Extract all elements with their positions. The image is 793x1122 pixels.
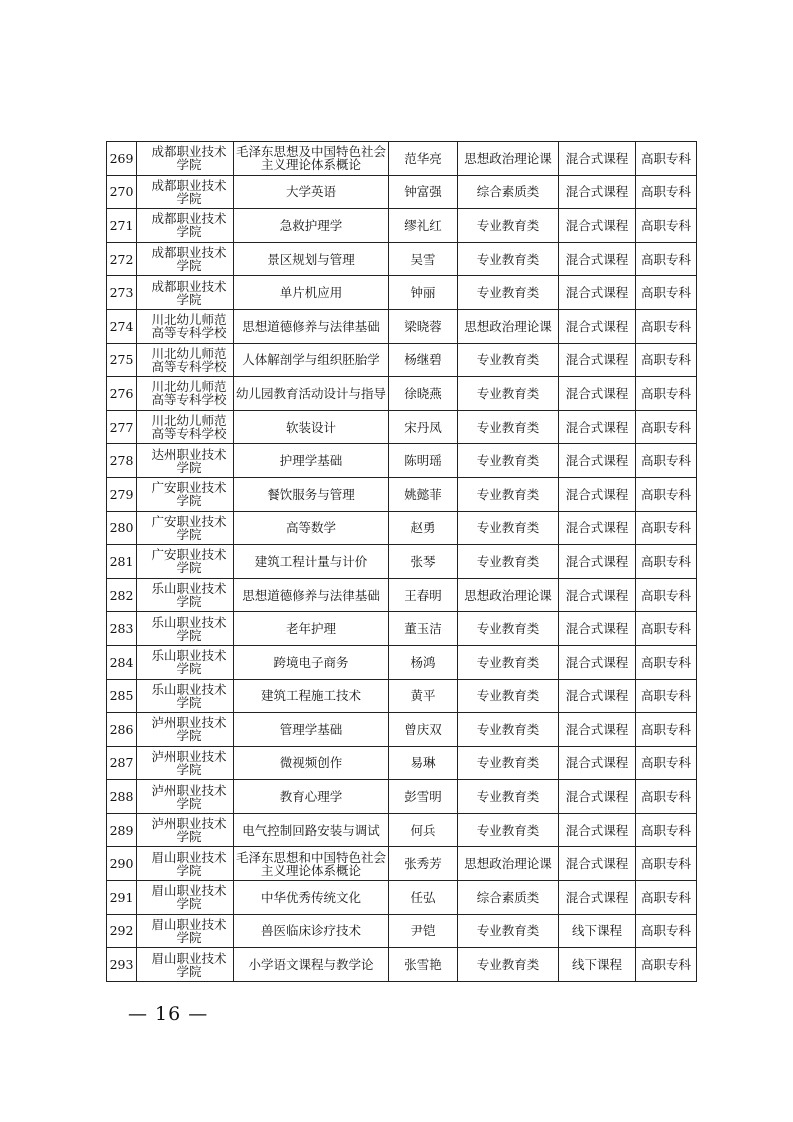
cell-course-type: 混合式课程 — [559, 746, 636, 780]
cell-course-name: 建筑工程计量与计价 — [234, 545, 389, 579]
cell-course-name: 单片机应用 — [234, 276, 389, 310]
cell-level: 高职专科 — [636, 948, 697, 982]
cell-category: 思想政治理论课 — [458, 578, 559, 612]
cell-course-type: 混合式课程 — [559, 444, 636, 478]
cell-school — [137, 242, 234, 276]
cell-course-type: 混合式课程 — [559, 847, 636, 881]
cell-level: 高职专科 — [636, 679, 697, 713]
cell-course-name: 中华优秀传统文化 — [234, 881, 389, 915]
school-text: 乐山职业技术学院 — [151, 581, 227, 610]
cell-course-name: 毛泽东思想及中国特色社会主义理论体系概论 — [234, 142, 389, 176]
cell-teacher: 尹铠 — [389, 914, 458, 948]
cell-category: 专业教育类 — [458, 780, 559, 814]
cell-level: 高职专科 — [636, 645, 697, 679]
cell-category: 专业教育类 — [458, 679, 559, 713]
cell-course-type: 混合式课程 — [559, 477, 636, 511]
school-text: 乐山职业技术学院 — [151, 648, 227, 677]
cell-course-type: 混合式课程 — [559, 209, 636, 243]
cell-course-name: 大学英语 — [234, 175, 389, 209]
school-text: 乐山职业技术学院 — [151, 614, 227, 643]
cell-category: 专业教育类 — [458, 645, 559, 679]
cell-number: 289 — [107, 813, 137, 847]
cell-teacher: 任弘 — [389, 881, 458, 915]
cell-category: 专业教育类 — [458, 813, 559, 847]
cell-course-type: 线下课程 — [559, 914, 636, 948]
table-row — [107, 511, 697, 545]
school-text: 成都职业技术学院 — [151, 245, 227, 274]
cell-course-type: 混合式课程 — [559, 242, 636, 276]
cell-level: 高职专科 — [636, 713, 697, 747]
cell-teacher: 缪礼红 — [389, 209, 458, 243]
cell-level: 高职专科 — [636, 175, 697, 209]
cell-number: 274 — [107, 309, 137, 343]
cell-category: 专业教育类 — [458, 276, 559, 310]
table-row — [107, 209, 697, 243]
cell-teacher: 何兵 — [389, 813, 458, 847]
cell-category: 专业教育类 — [458, 343, 559, 377]
cell-teacher: 姚懿菲 — [389, 477, 458, 511]
cell-school — [137, 545, 234, 579]
table-body — [107, 142, 697, 982]
cell-course-name: 高等数学 — [234, 511, 389, 545]
school-text: 乐山职业技术学院 — [151, 681, 227, 710]
cell-school — [137, 276, 234, 310]
cell-course-name: 兽医临床诊疗技术 — [234, 914, 389, 948]
school-text: 眉山职业技术学院 — [151, 883, 227, 912]
cell-number: 290 — [107, 847, 137, 881]
cell-category: 专业教育类 — [458, 612, 559, 646]
cell-school — [137, 948, 234, 982]
cell-course-type: 混合式课程 — [559, 377, 636, 411]
table-row — [107, 377, 697, 411]
school-text: 眉山职业技术学院 — [151, 950, 227, 979]
cell-teacher: 梁晓蓉 — [389, 309, 458, 343]
table-row — [107, 578, 697, 612]
cell-category: 专业教育类 — [458, 377, 559, 411]
cell-category: 专业教育类 — [458, 914, 559, 948]
table-row — [107, 713, 697, 747]
cell-category: 专业教育类 — [458, 545, 559, 579]
cell-course-name: 跨境电子商务 — [234, 645, 389, 679]
school-text: 眉山职业技术学院 — [151, 849, 227, 878]
cell-course-type: 线下课程 — [559, 948, 636, 982]
cell-teacher: 杨继碧 — [389, 343, 458, 377]
cell-school — [137, 209, 234, 243]
cell-course-name: 教育心理学 — [234, 780, 389, 814]
cell-number: 288 — [107, 780, 137, 814]
cell-school — [137, 175, 234, 209]
cell-course-name: 电气控制回路安装与调试 — [234, 813, 389, 847]
cell-school — [137, 142, 234, 176]
cell-category: 专业教育类 — [458, 209, 559, 243]
table-row — [107, 612, 697, 646]
cell-teacher: 彭雪明 — [389, 780, 458, 814]
table-row — [107, 679, 697, 713]
cell-course-name: 老年护理 — [234, 612, 389, 646]
cell-course-type: 混合式课程 — [559, 410, 636, 444]
cell-level: 高职专科 — [636, 276, 697, 310]
cell-course-type: 混合式课程 — [559, 175, 636, 209]
cell-course-type: 混合式课程 — [559, 578, 636, 612]
cell-school — [137, 847, 234, 881]
cell-category: 综合素质类 — [458, 175, 559, 209]
cell-number: 287 — [107, 746, 137, 780]
school-text: 达州职业技术学院 — [151, 446, 227, 475]
course-list-table — [106, 141, 697, 982]
cell-course-type: 混合式课程 — [559, 813, 636, 847]
cell-number: 284 — [107, 645, 137, 679]
cell-school — [137, 645, 234, 679]
cell-course-name: 软装设计 — [234, 410, 389, 444]
cell-category: 思想政治理论课 — [458, 847, 559, 881]
school-text: 成都职业技术学院 — [151, 177, 227, 206]
table-row — [107, 881, 697, 915]
cell-course-type: 混合式课程 — [559, 142, 636, 176]
cell-teacher: 张琴 — [389, 545, 458, 579]
cell-level: 高职专科 — [636, 612, 697, 646]
table-row — [107, 175, 697, 209]
cell-course-name: 毛泽东思想和中国特色社会主义理论体系概论 — [234, 847, 389, 881]
table-row — [107, 847, 697, 881]
table-row — [107, 477, 697, 511]
cell-teacher: 杨鸿 — [389, 645, 458, 679]
cell-number: 293 — [107, 948, 137, 982]
cell-category: 综合素质类 — [458, 881, 559, 915]
cell-course-type: 混合式课程 — [559, 713, 636, 747]
cell-course-type: 混合式课程 — [559, 780, 636, 814]
cell-course-name: 急救护理学 — [234, 209, 389, 243]
cell-category: 思想政治理论课 — [458, 142, 559, 176]
cell-school — [137, 444, 234, 478]
cell-level: 高职专科 — [636, 343, 697, 377]
table-row — [107, 780, 697, 814]
cell-number: 271 — [107, 209, 137, 243]
cell-course-type: 混合式课程 — [559, 881, 636, 915]
cell-category: 专业教育类 — [458, 713, 559, 747]
cell-teacher: 张秀芳 — [389, 847, 458, 881]
table-row — [107, 746, 697, 780]
cell-number: 279 — [107, 477, 137, 511]
cell-level: 高职专科 — [636, 847, 697, 881]
cell-school — [137, 410, 234, 444]
cell-course-type: 混合式课程 — [559, 679, 636, 713]
cell-level: 高职专科 — [636, 209, 697, 243]
cell-category: 专业教育类 — [458, 511, 559, 545]
school-text: 眉山职业技术学院 — [151, 916, 227, 945]
cell-course-type: 混合式课程 — [559, 545, 636, 579]
table-row — [107, 444, 697, 478]
table-row — [107, 914, 697, 948]
cell-school — [137, 477, 234, 511]
cell-school — [137, 377, 234, 411]
cell-level: 高职专科 — [636, 242, 697, 276]
table-row — [107, 645, 697, 679]
cell-category: 专业教育类 — [458, 948, 559, 982]
cell-school — [137, 679, 234, 713]
school-text: 川北幼儿师范高等专科学校 — [151, 379, 227, 408]
cell-teacher: 陈明瑶 — [389, 444, 458, 478]
cell-level: 高职专科 — [636, 881, 697, 915]
cell-number: 269 — [107, 142, 137, 176]
cell-school — [137, 746, 234, 780]
table-row — [107, 142, 697, 176]
cell-level: 高职专科 — [636, 578, 697, 612]
cell-number: 270 — [107, 175, 137, 209]
cell-number: 286 — [107, 713, 137, 747]
cell-school — [137, 511, 234, 545]
cell-level: 高职专科 — [636, 377, 697, 411]
cell-teacher: 吴雪 — [389, 242, 458, 276]
school-text: 广安职业技术学院 — [151, 513, 227, 542]
cell-category: 专业教育类 — [458, 746, 559, 780]
cell-number: 285 — [107, 679, 137, 713]
cell-teacher: 张雪艳 — [389, 948, 458, 982]
cell-teacher: 王春明 — [389, 578, 458, 612]
cell-teacher: 钟富强 — [389, 175, 458, 209]
cell-number: 282 — [107, 578, 137, 612]
cell-number: 275 — [107, 343, 137, 377]
cell-course-name: 餐饮服务与管理 — [234, 477, 389, 511]
cell-course-name: 景区规划与管理 — [234, 242, 389, 276]
cell-number: 272 — [107, 242, 137, 276]
cell-category: 专业教育类 — [458, 477, 559, 511]
school-text: 成都职业技术学院 — [151, 278, 227, 307]
page-number: — 16 — — [128, 1003, 209, 1025]
cell-school — [137, 309, 234, 343]
table-row — [107, 545, 697, 579]
table-row — [107, 276, 697, 310]
cell-school — [137, 881, 234, 915]
school-text: 泸州职业技术学院 — [151, 782, 227, 811]
cell-category: 专业教育类 — [458, 444, 559, 478]
cell-level: 高职专科 — [636, 780, 697, 814]
cell-course-name: 建筑工程施工技术 — [234, 679, 389, 713]
table-row — [107, 242, 697, 276]
cell-teacher: 范华亮 — [389, 142, 458, 176]
cell-teacher: 曾庆双 — [389, 713, 458, 747]
cell-level: 高职专科 — [636, 813, 697, 847]
cell-level: 高职专科 — [636, 545, 697, 579]
cell-level: 高职专科 — [636, 914, 697, 948]
cell-number: 283 — [107, 612, 137, 646]
cell-teacher: 钟丽 — [389, 276, 458, 310]
school-text: 广安职业技术学院 — [151, 547, 227, 576]
school-text: 川北幼儿师范高等专科学校 — [151, 413, 227, 442]
cell-category: 专业教育类 — [458, 242, 559, 276]
cell-level: 高职专科 — [636, 309, 697, 343]
cell-course-name: 微视频创作 — [234, 746, 389, 780]
school-text: 广安职业技术学院 — [151, 480, 227, 509]
cell-number: 292 — [107, 914, 137, 948]
school-text: 川北幼儿师范高等专科学校 — [151, 345, 227, 374]
cell-school — [137, 713, 234, 747]
cell-level: 高职专科 — [636, 444, 697, 478]
cell-course-name: 管理学基础 — [234, 713, 389, 747]
cell-school — [137, 813, 234, 847]
cell-teacher: 宋丹凤 — [389, 410, 458, 444]
cell-school — [137, 914, 234, 948]
cell-course-name: 小学语文课程与教学论 — [234, 948, 389, 982]
cell-number: 273 — [107, 276, 137, 310]
cell-teacher: 易琳 — [389, 746, 458, 780]
cell-number: 277 — [107, 410, 137, 444]
cell-school — [137, 612, 234, 646]
cell-level: 高职专科 — [636, 142, 697, 176]
school-text: 泸州职业技术学院 — [151, 748, 227, 777]
cell-number: 281 — [107, 545, 137, 579]
cell-number: 278 — [107, 444, 137, 478]
school-text: 川北幼儿师范高等专科学校 — [151, 312, 227, 341]
cell-teacher: 赵勇 — [389, 511, 458, 545]
cell-category: 专业教育类 — [458, 410, 559, 444]
cell-course-type: 混合式课程 — [559, 309, 636, 343]
cell-category: 思想政治理论课 — [458, 309, 559, 343]
table-row — [107, 948, 697, 982]
school-text: 泸州职业技术学院 — [151, 816, 227, 845]
cell-course-name: 护理学基础 — [234, 444, 389, 478]
cell-number: 276 — [107, 377, 137, 411]
table-row — [107, 309, 697, 343]
cell-level: 高职专科 — [636, 410, 697, 444]
cell-course-name: 思想道德修养与法律基础 — [234, 309, 389, 343]
cell-course-type: 混合式课程 — [559, 612, 636, 646]
table-row — [107, 410, 697, 444]
cell-level: 高职专科 — [636, 477, 697, 511]
cell-number: 280 — [107, 511, 137, 545]
school-text: 成都职业技术学院 — [151, 211, 227, 240]
cell-course-type: 混合式课程 — [559, 343, 636, 377]
school-text: 成都职业技术学院 — [151, 144, 227, 173]
cell-course-name: 人体解剖学与组织胚胎学 — [234, 343, 389, 377]
cell-teacher: 徐晓燕 — [389, 377, 458, 411]
cell-level: 高职专科 — [636, 746, 697, 780]
table-row — [107, 813, 697, 847]
cell-number: 291 — [107, 881, 137, 915]
school-text: 泸州职业技术学院 — [151, 715, 227, 744]
table-row — [107, 343, 697, 377]
cell-level: 高职专科 — [636, 511, 697, 545]
cell-course-type: 混合式课程 — [559, 645, 636, 679]
cell-course-name: 思想道德修养与法律基础 — [234, 578, 389, 612]
cell-school — [137, 578, 234, 612]
cell-teacher: 董玉洁 — [389, 612, 458, 646]
cell-school — [137, 780, 234, 814]
cell-course-type: 混合式课程 — [559, 276, 636, 310]
cell-course-name: 幼儿园教育活动设计与指导 — [234, 377, 389, 411]
cell-teacher: 黄平 — [389, 679, 458, 713]
cell-course-type: 混合式课程 — [559, 511, 636, 545]
cell-school — [137, 343, 234, 377]
